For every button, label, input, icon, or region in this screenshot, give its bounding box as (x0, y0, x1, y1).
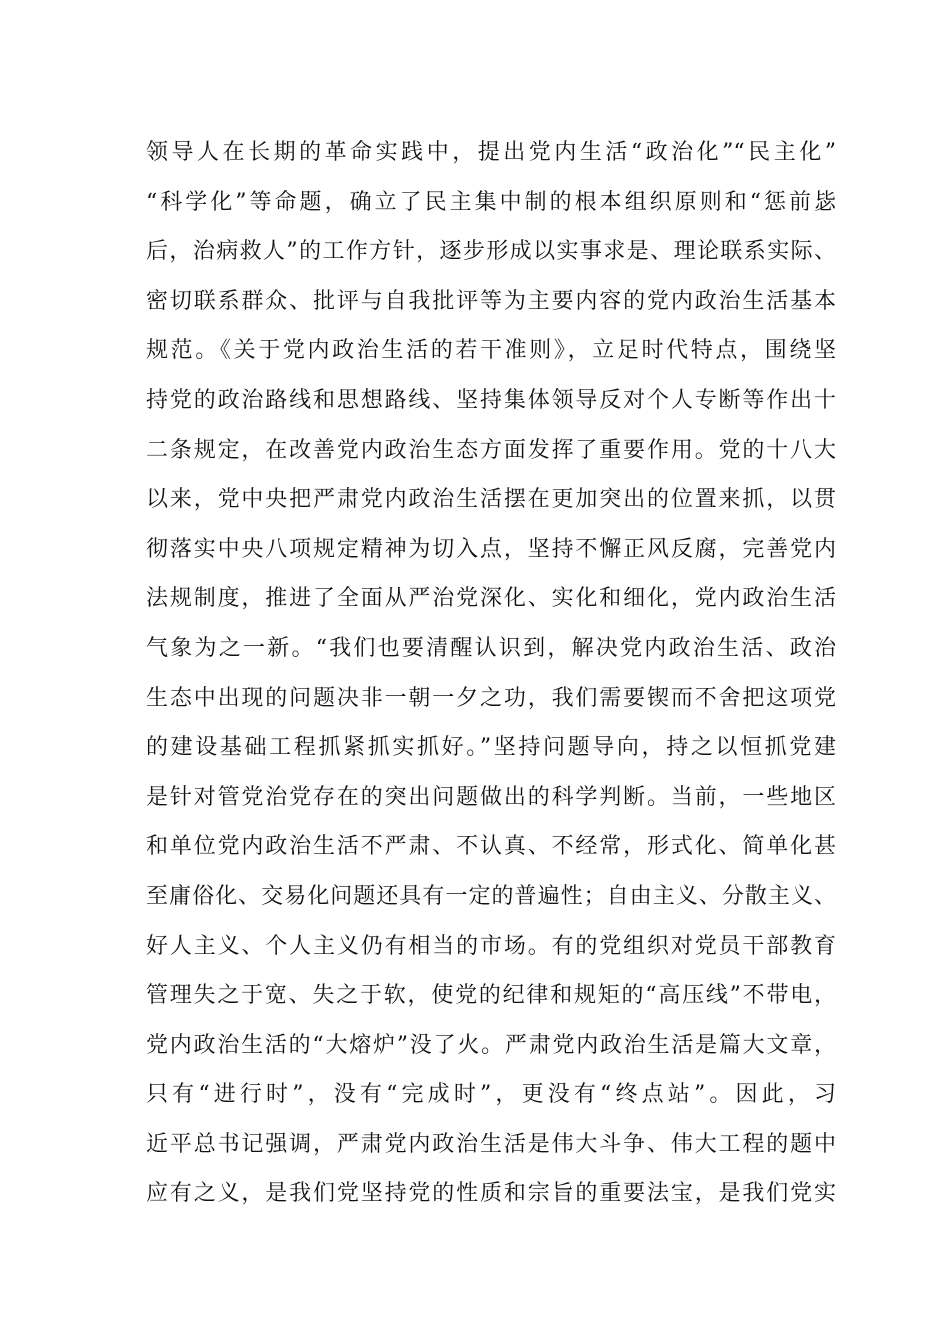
text-line: 的建设基础工程抓紧抓实抓好。”坚持问题导向，持之以恒抓党建 (146, 735, 836, 761)
text-line: 规范。《关于党内政治生活的若干准则》，立足时代特点，围绕坚 (146, 338, 836, 364)
text-line: 好人主义、个人主义仍有相当的市场。有的党组织对党员干部教育 (146, 933, 836, 959)
text-line: 后，治病救人”的工作方针，逐步形成以实事求是、理论联系实际、 (146, 239, 836, 265)
text-line: 生态中出现的问题决非一朝一夕之功，我们需要锲而不舍把这项党 (146, 685, 836, 711)
text-line: 领导人在长期的革命实践中，提出党内生活“政治化”“民主化” (146, 140, 836, 165)
text-line: 彻落实中央八项规定精神为切入点，坚持不懈正风反腐，完善党内 (146, 536, 836, 562)
text-line: 应有之义，是我们党坚持党的性质和宗旨的重要法宝，是我们党实 (146, 1181, 836, 1207)
text-line: 气象为之一新。“我们也要清醒认识到，解决党内政治生活、政治 (146, 635, 836, 661)
body-text (146, 128, 836, 1219)
text-line: 密切联系群众、批评与自我批评等为主要内容的党内政治生活基本 (146, 288, 836, 314)
text-line: 党内政治生活的“大熔炉”没了火。严肃党内政治生活是篇大文章， (146, 1032, 836, 1058)
text-line: 以来，党中央把严肃党内政治生活摆在更加突出的位置来抓，以贯 (146, 487, 836, 513)
text-line: 是针对管党治党存在的突出问题做出的科学判断。当前，一些地区 (146, 784, 836, 810)
text-line: “科学化”等命题，确立了民主集中制的根本组织原则和“惩前毖 (146, 189, 836, 215)
text-line: 近平总书记强调，严肃党内政治生活是伟大斗争、伟大工程的题中 (146, 1131, 836, 1157)
text-line: 至庸俗化、交易化问题还具有一定的普遍性；自由主义、分散主义、 (146, 883, 836, 909)
text-line: 二条规定，在改善党内政治生态方面发挥了重要作用。党的十八大 (146, 437, 836, 463)
text-line: 只有“进行时”，没有“完成时”，更没有“终点站”。因此，习 (146, 1082, 836, 1108)
text-line: 和单位党内政治生活不严肃、不认真、不经常，形式化、简单化甚 (146, 834, 836, 860)
text-line: 法规制度，推进了全面从严治党深化、实化和细化，党内政治生活 (146, 586, 836, 612)
text-line: 持党的政治路线和思想路线、坚持集体领导反对个人专断等作出十 (146, 387, 836, 413)
text-line: 管理失之于宽、失之于软，使党的纪律和规矩的“高压线”不带电， (146, 983, 836, 1009)
